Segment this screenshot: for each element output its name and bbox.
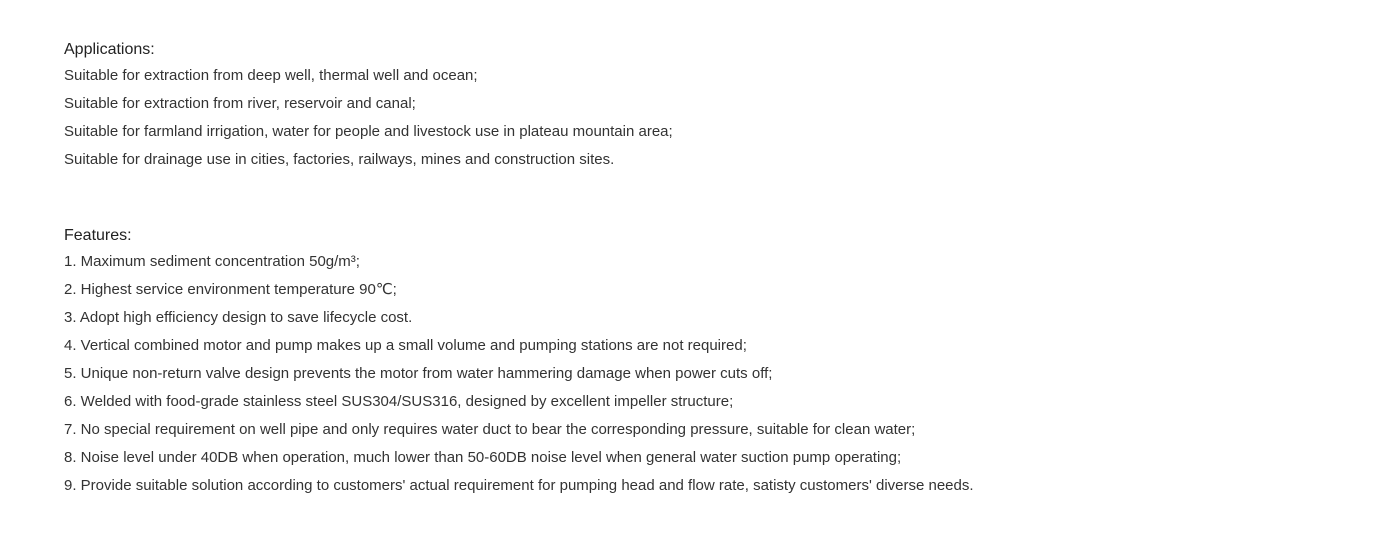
application-item: Suitable for farmland irrigation, water for people and livestock use in plateau mountain area;	[64, 123, 673, 140]
feature-item: 9. Provide suitable solution according to customers' actual requirement for pumping head and flow rate, satisty customers' diverse needs.	[64, 477, 974, 494]
product-description	[64, 39, 1384, 500]
application-item: Suitable for extraction from deep well, thermal well and ocean;	[64, 67, 478, 84]
features-heading: Features:	[64, 227, 132, 244]
feature-item: 5. Unique non-return valve design prevents the motor from water hammering damage when power cuts off;	[64, 365, 773, 382]
applications-list	[64, 62, 1384, 174]
feature-item: 3. Adopt high efficiency design to save lifecycle cost.	[64, 309, 413, 326]
feature-item: 2. Highest service environment temperature 90℃;	[64, 281, 397, 298]
feature-item: 1. Maximum sediment concentration 50g/m³;	[64, 253, 360, 270]
feature-item: 6. Welded with food-grade stainless steel SUS304/SUS316, designed by excellent impeller structure;	[64, 393, 734, 410]
feature-item: 4. Vertical combined motor and pump makes up a small volume and pumping stations are not required;	[64, 337, 747, 354]
application-item: Suitable for extraction from river, reservoir and canal;	[64, 95, 416, 112]
application-item: Suitable for drainage use in cities, factories, railways, mines and construction sites.	[64, 151, 615, 168]
applications-section	[64, 39, 1384, 174]
feature-item: 7. No special requirement on well pipe and only requires water duct to bear the corresponding pressure, suitable for clean water;	[64, 421, 916, 438]
applications-heading: Applications:	[64, 41, 155, 58]
features-list	[64, 248, 1384, 500]
features-section	[64, 225, 1384, 500]
feature-item: 8. Noise level under 40DB when operation, much lower than 50-60DB noise level when general water suction pump operating;	[64, 449, 902, 466]
